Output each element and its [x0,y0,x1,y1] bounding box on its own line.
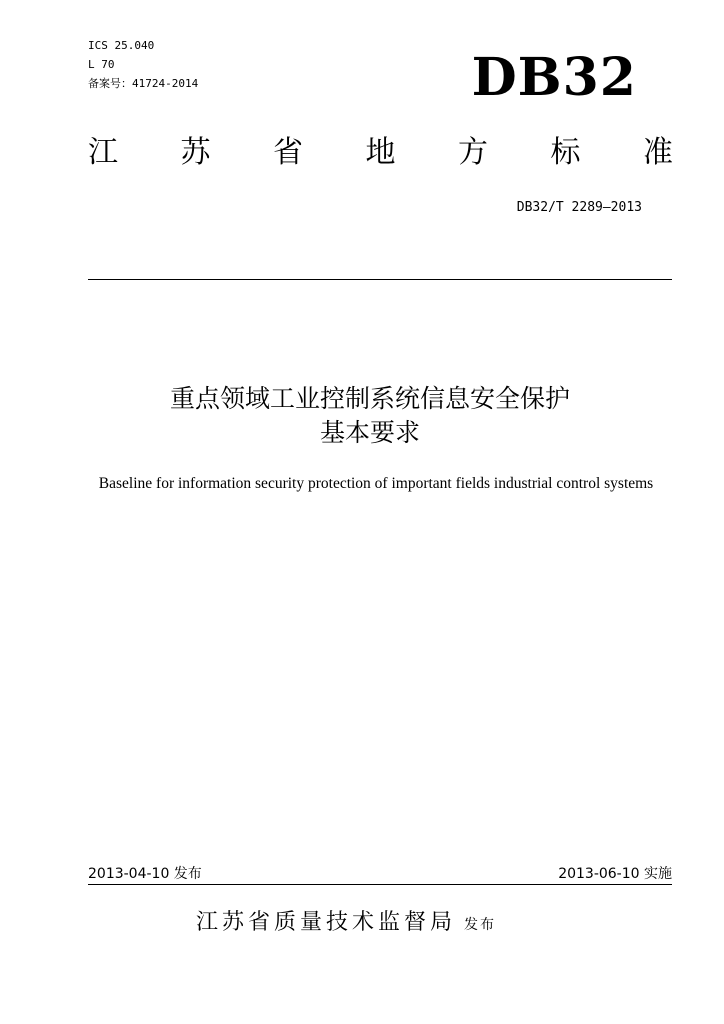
issuing-authority [196,906,496,940]
bottom-divider [88,884,672,885]
standard-type-char: 省 [273,135,303,170]
english-title: Baseline for information security protection of important fields industrial control systems [98,475,654,492]
chinese-title-line-1: 重点领域工业控制系统信息安全保护 [169,384,570,413]
chinese-title [90,382,650,450]
standard-type-char: 标 [550,135,581,170]
standard-type-char: 江 [88,135,118,170]
ics-code: ICS 25.040 [88,39,155,52]
standard-type-char: 苏 [180,135,211,170]
standard-code-logo: DB32 [471,47,637,108]
standard-type-char: 地 [365,135,396,170]
standard-type-heading [88,133,673,173]
standard-type-char: 方 [458,135,488,170]
chinese-title-line-2: 基本要求 [319,418,420,447]
issuer-name: 江苏省质量技术监督局 [196,910,457,935]
issue-date: 2013-04-10 发布 [88,866,202,882]
standard-number: DB32/T 2289—2013 [516,200,642,215]
classification-code: L 70 [88,58,115,71]
standard-type-char: 准 [643,135,673,170]
record-number: 备案号：41724-2014 [88,77,199,90]
issue-verb: 发布 [464,917,497,933]
implementation-date: 2013-06-10 实施 [558,866,672,882]
top-divider [88,279,672,280]
